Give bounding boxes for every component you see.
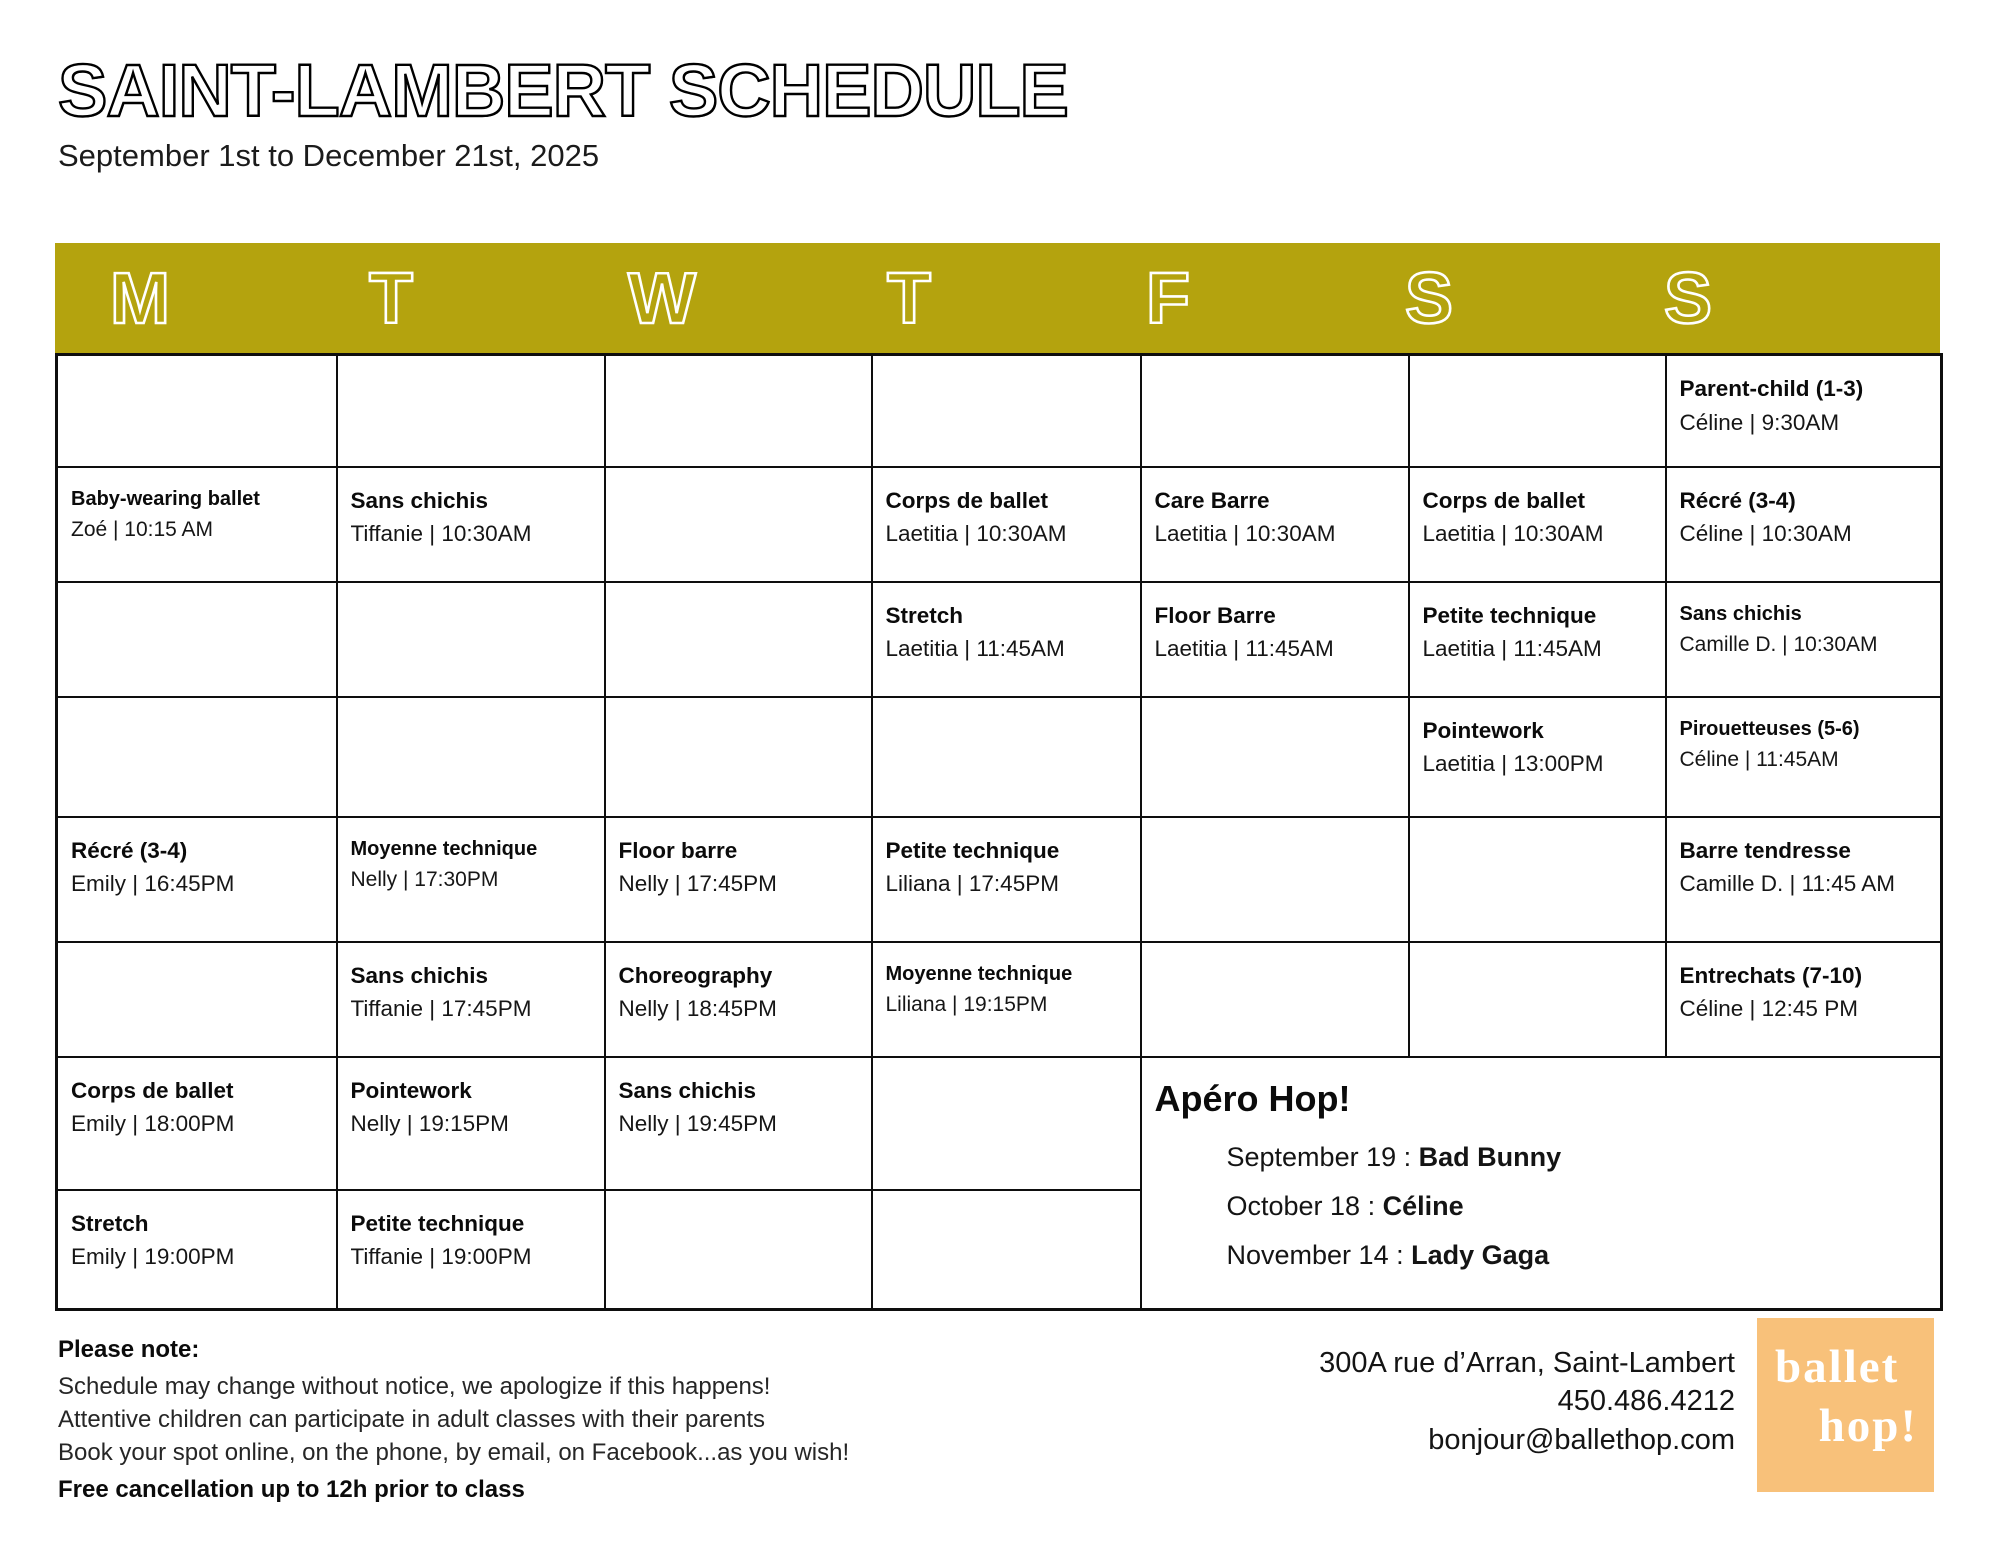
- empty-cell: [337, 355, 605, 467]
- class-name: Récré (3-4): [1679, 487, 1796, 513]
- class-instructor-time: Laetitia | 13:00PM: [1422, 751, 1604, 777]
- class-name: Sans chichis: [350, 487, 489, 513]
- empty-cell: [872, 1057, 1141, 1190]
- class-name: Corps de ballet: [885, 487, 1049, 513]
- schedule-table: [55, 353, 1943, 1311]
- class-instructor-time: Tiffanie | 19:00PM: [350, 1244, 532, 1270]
- class-instructor-time: Zoé | 10:15 AM: [71, 517, 214, 541]
- class-cell: [872, 582, 1141, 697]
- class-instructor-time: Emily | 18:00PM: [71, 1111, 235, 1137]
- day-label-wednesday: W: [628, 259, 696, 339]
- class-instructor-time: Liliana | 17:45PM: [885, 871, 1059, 897]
- class-name: Sans chichis: [1679, 602, 1802, 625]
- empty-cell: [1409, 942, 1666, 1057]
- contact-email: bonjour@ballethop.com: [1428, 1423, 1735, 1456]
- class-name: Floor barre: [618, 837, 738, 863]
- apero-event: [1227, 1142, 1935, 1173]
- class-cell: [605, 817, 872, 942]
- empty-cell: [1141, 817, 1409, 942]
- contact-info: [1085, 1344, 1735, 1459]
- class-cell: [337, 817, 605, 942]
- empty-cell: [605, 697, 872, 817]
- empty-cell: [57, 355, 337, 467]
- day-label-sunday: S: [1664, 259, 1713, 339]
- empty-cell: [57, 942, 337, 1057]
- class-name: Petite technique: [350, 1210, 525, 1236]
- apero-date: November 14 :: [1226, 1239, 1404, 1270]
- class-name: Petite technique: [885, 837, 1060, 863]
- class-instructor-time: Nelly | 17:30PM: [350, 867, 499, 891]
- class-instructor-time: Emily | 19:00PM: [71, 1244, 235, 1270]
- class-cell: [1666, 582, 1942, 697]
- days-header: [55, 243, 1940, 355]
- class-name: Corps de ballet: [71, 1077, 234, 1103]
- class-cell: [337, 1057, 605, 1190]
- class-name: Parent-child (1-3): [1679, 376, 1864, 401]
- class-name: Moyenne technique: [885, 962, 1073, 985]
- apero-cell: [1141, 1057, 1942, 1310]
- class-instructor-time: Céline | 11:45AM: [1679, 747, 1839, 771]
- class-cell: [1409, 697, 1666, 817]
- class-name: Moyenne technique: [350, 837, 538, 860]
- class-cell: [57, 1057, 337, 1190]
- class-cell: [337, 467, 605, 582]
- class-cell: [605, 942, 872, 1057]
- class-instructor-time: Tiffanie | 17:45PM: [350, 996, 532, 1022]
- class-name: Sans chichis: [350, 962, 489, 988]
- class-cell: [57, 467, 337, 582]
- class-cell: [1666, 355, 1942, 467]
- class-name: Baby-wearing ballet: [71, 487, 260, 510]
- class-cell: [872, 942, 1141, 1057]
- day-label-tuesday: T: [369, 259, 413, 339]
- class-instructor-time: Laetitia | 11:45AM: [885, 636, 1065, 662]
- day-label-monday: M: [110, 259, 170, 339]
- class-cell: [1141, 467, 1409, 582]
- empty-cell: [337, 697, 605, 817]
- apero-artist: Bad Bunny: [1418, 1141, 1562, 1172]
- apero-artist: Lady Gaga: [1411, 1239, 1550, 1270]
- class-cell: [1666, 817, 1942, 942]
- note-line: Schedule may change without notice, we apologize if this happens!: [58, 1373, 771, 1401]
- apero-event: [1227, 1191, 1935, 1222]
- class-instructor-time: Laetitia | 11:45AM: [1154, 636, 1334, 662]
- page-title: SAINT-LAMBERT SCHEDULE: [58, 49, 1068, 132]
- class-cell: [605, 1057, 872, 1190]
- empty-cell: [605, 355, 872, 467]
- class-instructor-time: Nelly | 18:45PM: [618, 996, 777, 1022]
- class-instructor-time: Emily | 16:45PM: [71, 871, 235, 897]
- class-instructor-time: Laetitia | 11:45AM: [1422, 636, 1602, 662]
- note-bold-line: Free cancellation up to 12h prior to class: [58, 1476, 525, 1504]
- empty-cell: [1141, 942, 1409, 1057]
- day-label-thursday: T: [887, 259, 931, 339]
- empty-cell: [1409, 355, 1666, 467]
- class-cell: [57, 1190, 337, 1310]
- class-cell: [337, 942, 605, 1057]
- class-name: Choreography: [618, 962, 773, 988]
- class-cell: [1666, 942, 1942, 1057]
- class-name: Récré (3-4): [71, 837, 188, 863]
- page-subtitle: September 1st to December 21st, 2025: [58, 138, 600, 173]
- notes-heading: Please note:: [58, 1336, 200, 1363]
- day-label-friday: F: [1146, 259, 1190, 339]
- empty-cell: [337, 582, 605, 697]
- day-label-saturday: S: [1405, 259, 1454, 339]
- contact-address: 300A rue d’Arran, Saint-Lambert: [1319, 1347, 1735, 1379]
- logo-ballet-text: ballet: [1775, 1341, 1900, 1393]
- class-instructor-time: Camille D. | 10:30AM: [1679, 632, 1878, 656]
- class-name: Sans chichis: [618, 1077, 757, 1103]
- contact-phone: 450.486.4212: [1557, 1385, 1735, 1418]
- empty-cell: [605, 582, 872, 697]
- class-instructor-time: Tiffanie | 10:30AM: [350, 521, 532, 547]
- notes: [58, 1333, 849, 1507]
- class-instructor-time: Camille D. | 11:45 AM: [1679, 871, 1896, 897]
- class-cell: [1666, 467, 1942, 582]
- apero-date: September 19 :: [1226, 1141, 1412, 1172]
- empty-cell: [872, 1190, 1141, 1310]
- apero-artist: Céline: [1382, 1190, 1464, 1221]
- class-name: Care Barre: [1154, 487, 1270, 513]
- class-instructor-time: Céline | 9:30AM: [1679, 409, 1840, 435]
- class-name: Barre tendresse: [1679, 837, 1851, 863]
- empty-cell: [605, 1190, 872, 1310]
- ballet-hop-logo: [1757, 1318, 1934, 1492]
- class-name: Entrechats (7-10): [1679, 962, 1863, 988]
- class-name: Pointework: [350, 1077, 472, 1103]
- class-cell: [337, 1190, 605, 1310]
- apero-date: October 18 :: [1226, 1190, 1376, 1221]
- note-line: Attentive children can participate in adult classes with their parents: [58, 1406, 766, 1434]
- class-name: Stretch: [885, 602, 964, 628]
- class-name: Pirouetteuses (5-6): [1679, 717, 1860, 740]
- class-cell: [872, 817, 1141, 942]
- apero-event: [1227, 1240, 1935, 1271]
- class-instructor-time: Laetitia | 10:30AM: [1422, 521, 1604, 547]
- empty-cell: [57, 582, 337, 697]
- empty-cell: [1409, 817, 1666, 942]
- empty-cell: [57, 697, 337, 817]
- class-cell: [1141, 582, 1409, 697]
- class-cell: [1666, 697, 1942, 817]
- empty-cell: [1141, 355, 1409, 467]
- note-line: Book your spot online, on the phone, by email, on Facebook...as you wish!: [58, 1439, 850, 1467]
- class-cell: [1409, 582, 1666, 697]
- apero-title: Apéro Hop!: [1154, 1077, 1351, 1119]
- empty-cell: [872, 697, 1141, 817]
- class-instructor-time: Céline | 12:45 PM: [1679, 996, 1858, 1022]
- empty-cell: [605, 467, 872, 582]
- empty-cell: [1141, 697, 1409, 817]
- class-cell: [57, 817, 337, 942]
- class-instructor-time: Nelly | 19:45PM: [618, 1111, 777, 1137]
- class-name: Petite technique: [1422, 602, 1597, 628]
- class-name: Floor Barre: [1154, 602, 1276, 628]
- class-cell: [872, 467, 1141, 582]
- class-instructor-time: Céline | 10:30AM: [1679, 521, 1852, 547]
- class-name: Pointework: [1422, 717, 1544, 743]
- class-instructor-time: Liliana | 19:15PM: [885, 992, 1048, 1016]
- empty-cell: [872, 355, 1141, 467]
- class-instructor-time: Laetitia | 10:30AM: [1154, 521, 1336, 547]
- class-instructor-time: Nelly | 19:15PM: [350, 1111, 509, 1137]
- class-cell: [1409, 467, 1666, 582]
- class-name: Stretch: [71, 1210, 149, 1236]
- class-instructor-time: Laetitia | 10:30AM: [885, 521, 1067, 547]
- class-instructor-time: Nelly | 17:45PM: [618, 871, 777, 897]
- class-name: Corps de ballet: [1422, 487, 1586, 513]
- logo-hop-text: hop!: [1818, 1400, 1918, 1452]
